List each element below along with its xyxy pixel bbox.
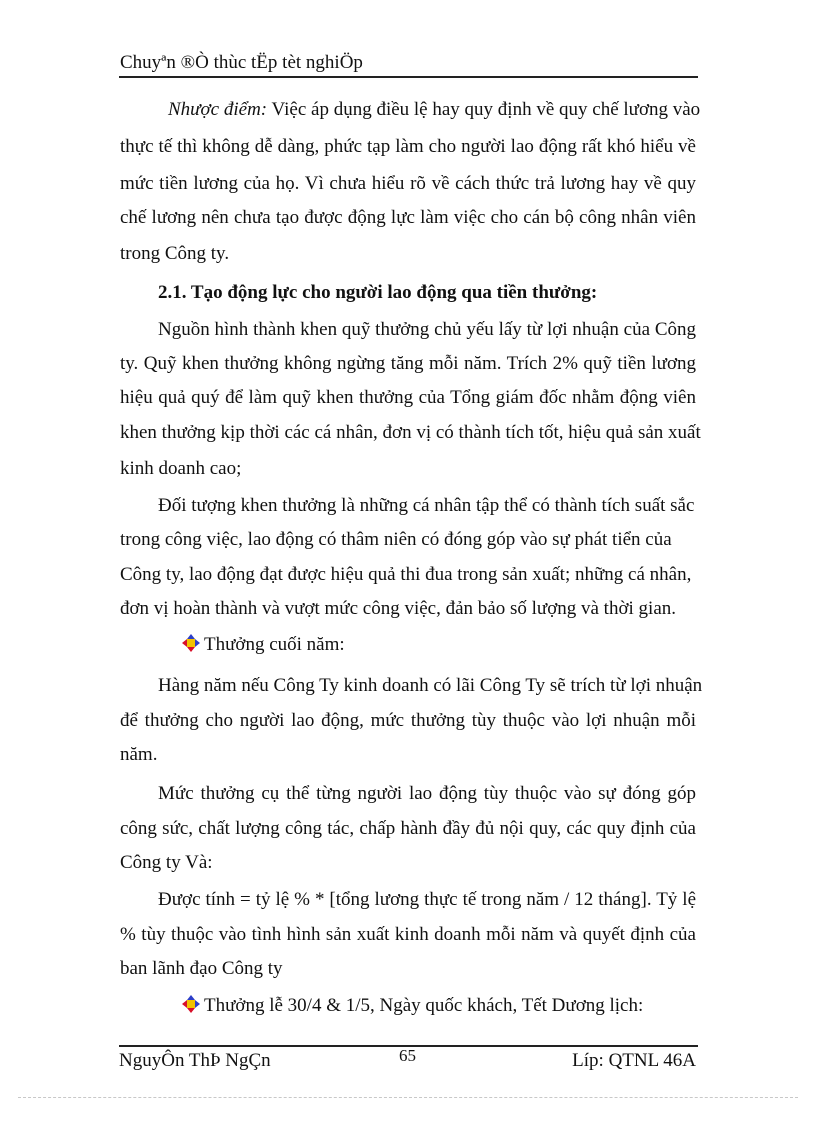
section-heading: 2.1. Tạo động lực cho người lao động qua tiền thưởng:	[158, 282, 598, 303]
para4-line3: năm.	[120, 744, 158, 765]
para2-line2: ty. Quỹ khen thưởng không ngừng tăng mỗi năm. Trích 2% quỹ tiền lương	[120, 353, 696, 374]
para2-line4: khen thưởng kịp thời các cá nhân, đơn vị có thành tích tốt, hiệu quả sản xuất	[120, 422, 701, 443]
bullet-item-year-end-bonus	[182, 632, 682, 658]
four-arrows-bullet-icon	[182, 634, 200, 652]
para6-line3: ban lãnh đạo Công ty	[120, 958, 283, 979]
drawback-label: Nhược điểm:	[168, 99, 268, 120]
para1-line5: trong Công ty.	[120, 243, 230, 264]
para1-line3: mức tiền lương của họ. Vì chưa hiểu rõ về cách thức trả lương hay về quy	[120, 173, 696, 194]
para1-line1-text: Việc áp dụng điều lệ hay quy định về quy chế lương vào	[267, 99, 701, 120]
para2-line5: kinh doanh cao;	[120, 458, 242, 479]
para6-line2: % tùy thuộc vào tình hình sản xuất kinh doanh mỗi năm và quyết định của	[120, 924, 696, 945]
para4-line1: Hàng năm nếu Công Ty kinh doanh có lãi Công Ty sẽ trích từ lợi nhuận	[158, 675, 703, 696]
bullet-item-holiday-bonus	[182, 993, 682, 1019]
page-header-title: Chuyªn ®Ò thùc tËp tèt nghiÖp	[120, 52, 363, 73]
footer-author: NguyÔn ThÞ NgÇn	[119, 1050, 271, 1071]
para3-line3: Công ty, lao động đạt được hiệu quả thi đua trong sản xuất; những cá nhân,	[120, 564, 692, 585]
para3-line1: Đối tượng khen thưởng là những cá nhân tập thể có thành tích suất sắc	[158, 495, 695, 516]
para1-line4: chế lương nên chưa tạo được động lực làm việc cho cán bộ công nhân viên	[120, 207, 696, 228]
para6-line1: Được tính = tỷ lệ % * [tổng lương thực tế trong năm / 12 tháng]. Tỷ lệ	[158, 889, 696, 910]
bullet-label-year-end: Thưởng cuối năm:	[204, 634, 345, 655]
para2-line3: hiệu quả quý để làm quỹ khen thưởng của Tổng giám đốc nhằm động viên	[120, 387, 696, 408]
para5-line3: Công ty Và:	[120, 852, 213, 873]
para5-line2: công sức, chất lượng công tác, chấp hành đầy đủ nội quy, các quy định của	[120, 818, 696, 839]
four-arrows-bullet-icon	[182, 995, 200, 1013]
para5-line1: Mức thưởng cụ thể từng người lao động tùy thuộc vào sự đóng góp	[158, 783, 696, 804]
para3-line2: trong công việc, lao động có thâm niên có đóng góp vào sự phát tiển của	[120, 529, 672, 550]
para3-line4: đơn vị hoàn thành và vượt mức công việc, đản bảo số lượng và thời gian.	[120, 598, 677, 619]
bullet-label-holiday: Thưởng lễ 30/4 & 1/5, Ngày quốc khách, Tết Dương lịch:	[204, 995, 644, 1016]
para1-line1	[120, 97, 701, 123]
header-divider	[119, 76, 698, 78]
para4-line2: để thưởng cho người lao động, mức thưởng tùy thuộc vào lợi nhuận mỗi	[120, 710, 696, 731]
page-number: 65	[399, 1046, 416, 1065]
para2-line1: Nguồn hình thành khen quỹ thưởng chủ yếu lấy từ lợi nhuận của Công	[158, 319, 696, 340]
page-bottom-dashed-line	[18, 1097, 798, 1098]
para1-line2: thực tế thì không dễ dàng, phức tạp làm cho người lao động rất khó hiểu về	[120, 136, 696, 157]
footer-class: Líp: QTNL 46A	[572, 1050, 696, 1071]
